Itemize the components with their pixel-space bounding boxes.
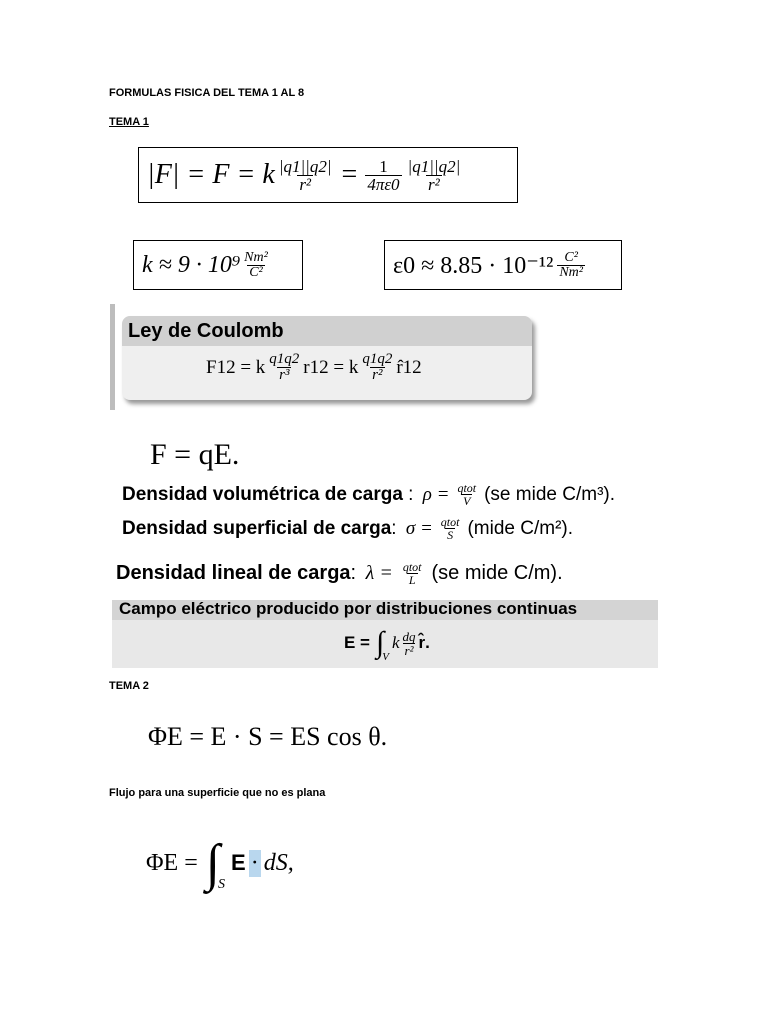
flux-flat-surface-formula: ΦE = E · S = ES cos θ. <box>148 722 388 751</box>
fraction-numerator: dq <box>402 628 416 644</box>
fraction-denominator: L <box>408 573 416 587</box>
vacuum-permittivity-constant <box>384 240 622 290</box>
fraction-numerator: C² <box>564 249 578 265</box>
ley-coulomb-panel <box>122 316 532 400</box>
highlighted-dot-operator: · <box>250 849 259 876</box>
rho-fraction <box>455 482 478 507</box>
flux-lhs: ΦE = <box>146 849 198 876</box>
epsilon-unit-fraction <box>557 251 585 280</box>
separator: : <box>402 483 419 505</box>
surface-charge-density-line <box>122 516 573 541</box>
ley-coulomb-middle: r12 = k <box>303 356 359 378</box>
volume-density-unit-note: (se mide C/m³). <box>484 483 616 505</box>
epsilon-value: ε0 ≈ 8.85 · 10⁻¹² <box>393 252 554 279</box>
fraction-q1q2-r3 <box>267 352 301 383</box>
lambda-fraction <box>401 561 424 586</box>
fraction-denominator: V <box>463 494 471 508</box>
ley-coulomb-formula <box>206 352 422 383</box>
integral-subscript: V <box>382 651 389 663</box>
surface-density-unit-note: (mide C/m²). <box>467 517 574 539</box>
integral-sign: ∫ <box>376 626 385 659</box>
fraction-denominator: Nm² <box>559 264 583 280</box>
volume-density-label: Densidad volumétrica de carga <box>122 483 403 505</box>
fraction-denominator: r² <box>299 174 312 194</box>
fraction-q1q2-r2-law <box>360 352 394 383</box>
integral-sign: ∫ <box>205 834 220 892</box>
k-unit-fraction <box>242 251 270 280</box>
fraction-numerator: qtot <box>402 560 422 574</box>
ley-coulomb-tail: r̂12 <box>396 356 422 378</box>
fraction-q1q2-r2 <box>277 158 334 193</box>
fraction-denominator: 4πε0 <box>367 174 400 194</box>
continuous-field-formula <box>344 626 430 663</box>
coulomb-lhs: |F| = F = k <box>147 159 275 190</box>
field-lhs: E = <box>344 633 370 652</box>
ley-coulomb-heading: Ley de Coulomb <box>122 316 532 346</box>
sigma-symbol: σ = <box>405 517 433 539</box>
fraction-numerator: |q1||q2| <box>278 156 332 176</box>
section-tema1-label: TEMA 1 <box>109 116 149 128</box>
lambda-symbol: λ = <box>365 562 393 584</box>
fraction-numerator: Nm² <box>244 249 268 265</box>
fraction-one-over-4pi-eps <box>365 158 401 193</box>
linear-density-label: Densidad lineal de carga <box>116 562 351 584</box>
fraction-denominator: r² <box>428 174 440 194</box>
separator: : <box>350 562 362 584</box>
k-symbol: k <box>391 633 400 652</box>
document-title: FORMULAS FISICA DEL TEMA 1 AL 8 <box>109 87 305 99</box>
integral-subscript: S <box>218 877 225 892</box>
fraction-numerator: |q1||q2| <box>407 156 461 176</box>
field-vector-E: E <box>231 850 246 875</box>
fraction-q1q2-r2-second <box>406 158 463 193</box>
continuous-field-heading: Campo eléctrico producido por distribuciones continuas <box>112 600 658 620</box>
section-tema2-label: TEMA 2 <box>109 680 149 692</box>
k-value: k ≈ 9 · 10⁹ <box>142 251 241 278</box>
fraction-numerator: q1q2 <box>362 351 393 367</box>
fraction-numerator: q1q2 <box>269 351 300 367</box>
separator: : <box>391 517 402 539</box>
coulomb-magnitude-formula <box>138 147 518 203</box>
surface-density-label: Densidad superficial de carga <box>122 517 392 539</box>
force-electric-field-formula: F = qE. <box>150 438 240 471</box>
unit-vector-r: r̂. <box>418 633 430 652</box>
dq-over-r2-fraction <box>401 630 418 657</box>
fraction-numerator: 1 <box>379 156 388 176</box>
flux-nonplanar-caption: Flujo para una superficie que no es plana <box>109 787 326 799</box>
coulomb-constant-k <box>133 240 303 290</box>
surface-element-dS: dS, <box>263 849 294 876</box>
flux-curved-surface-formula <box>146 828 294 898</box>
fraction-denominator: r² <box>372 367 383 383</box>
fraction-denominator: C² <box>249 264 263 280</box>
equals-sign: = <box>341 159 358 190</box>
ley-coulomb-side-bar <box>110 304 115 410</box>
fraction-denominator: r² <box>404 642 414 658</box>
fraction-numerator: qtot <box>457 481 477 495</box>
sigma-fraction <box>439 516 462 541</box>
continuous-distribution-field-panel <box>112 600 658 668</box>
fraction-denominator: r³ <box>279 367 290 383</box>
fraction-denominator: S <box>447 528 454 542</box>
linear-density-unit-note: (se mide C/m). <box>431 562 563 584</box>
ley-coulomb-lhs: F12 = k <box>206 356 266 378</box>
rho-symbol: ρ = <box>422 483 450 505</box>
volume-charge-density-line <box>122 482 615 507</box>
linear-charge-density-line <box>116 561 563 586</box>
fraction-numerator: qtot <box>440 515 460 529</box>
